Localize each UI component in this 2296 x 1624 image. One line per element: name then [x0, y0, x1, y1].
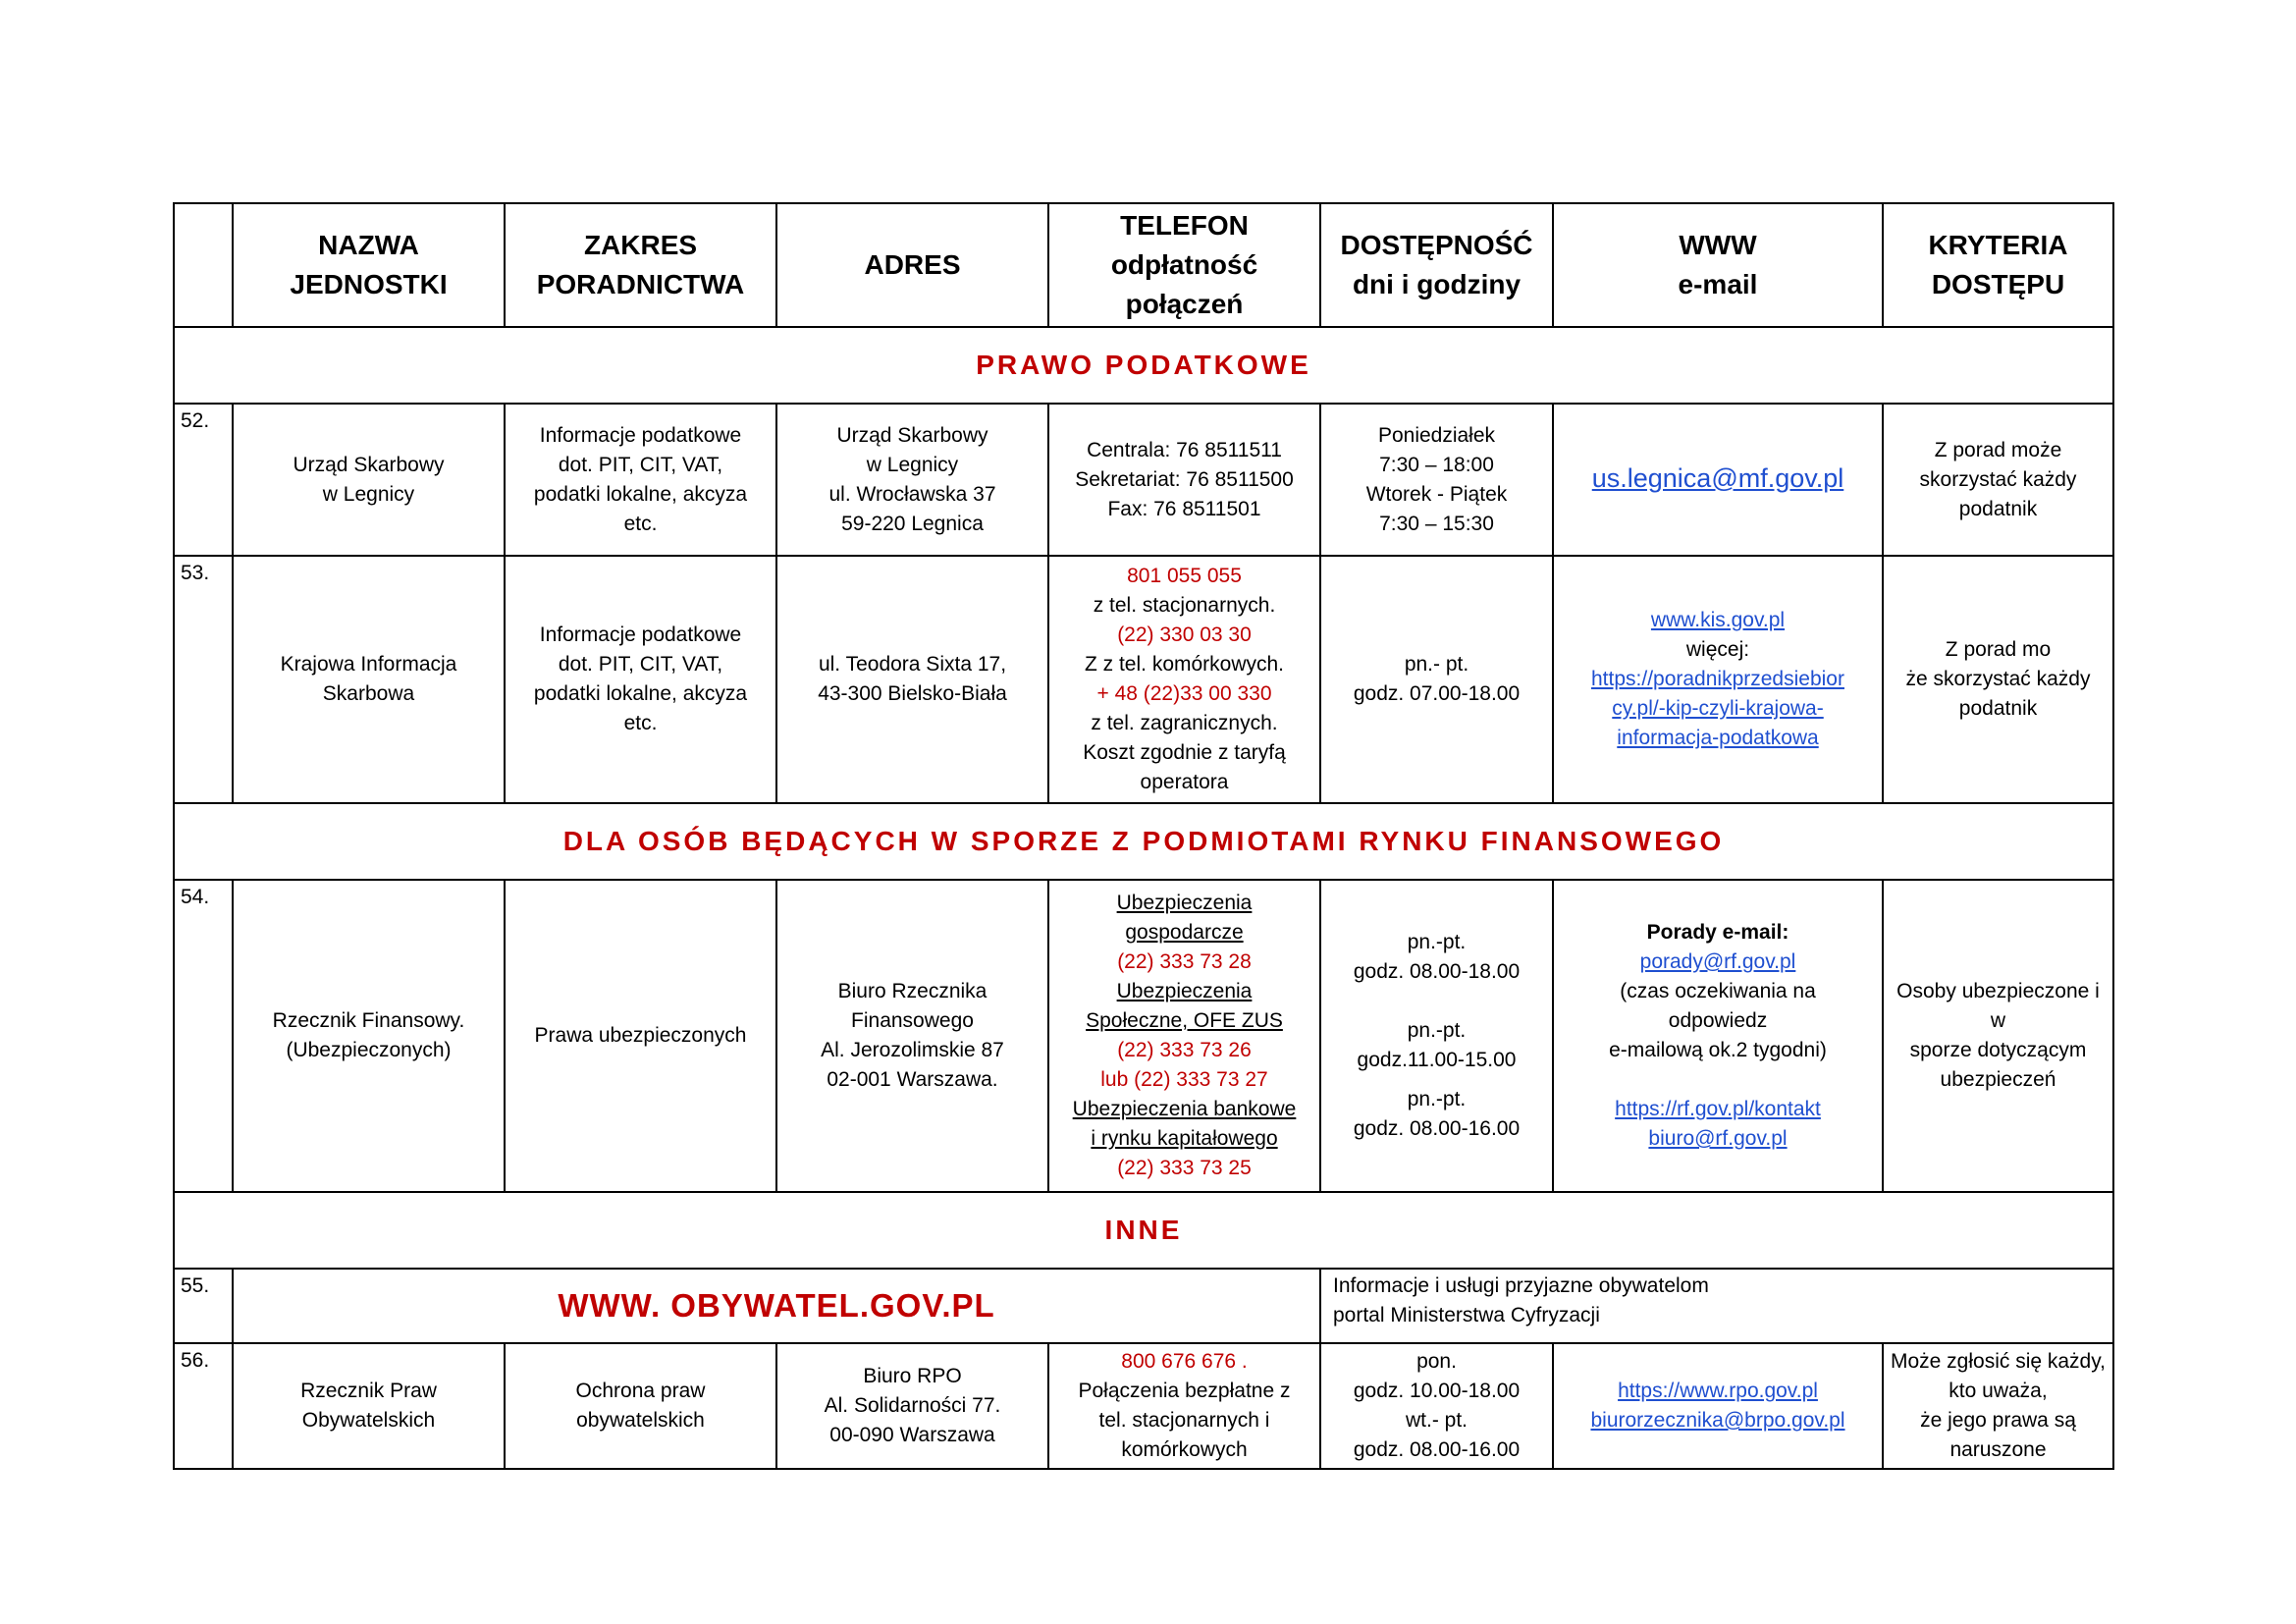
text-line: ubezpieczeń — [1940, 1068, 2056, 1091]
text-line: ul. Wrocławska 37 — [828, 482, 996, 506]
text-line: godz. 08.00-16.00 — [1353, 1438, 1521, 1461]
access-criteria — [1883, 1343, 2113, 1469]
section-title-other: INNE — [174, 1192, 2113, 1269]
row-number: 52. — [174, 404, 233, 556]
text-line: podatki lokalne, akcyza — [533, 482, 748, 506]
text-line: Poniedziałek — [1377, 423, 1496, 447]
document — [173, 202, 2114, 1470]
header-zakres-line: ZAKRES — [583, 230, 698, 260]
unit-name — [233, 404, 505, 556]
text-line: Porady e-mail: — [1646, 921, 1789, 944]
phone-number: (22) 333 73 28 — [1117, 950, 1252, 973]
text-line: Obywatelskich — [301, 1409, 436, 1432]
unit-name — [233, 1343, 505, 1469]
text-line: dot. PIT, CIT, VAT, — [558, 453, 723, 476]
row-number: 54. — [174, 880, 233, 1192]
text-line: (czas oczekiwania na — [1620, 980, 1816, 1002]
phone — [1048, 1343, 1320, 1469]
table-row — [174, 1343, 2113, 1469]
phone-number: (22) 333 73 26 — [1117, 1039, 1252, 1061]
website-link[interactable]: informacja-podatkowa — [1617, 727, 1819, 749]
text-line: sporze dotyczącym — [1909, 1039, 2087, 1061]
text-line: gospodarcze — [1125, 921, 1244, 944]
text-line: godz. 10.00-18.00 — [1353, 1380, 1521, 1402]
header-zakres — [505, 203, 776, 327]
text-line: Wtorek - Piątek — [1365, 482, 1508, 506]
phone-number: lub (22) 333 73 27 — [1100, 1068, 1268, 1091]
text-line: 7:30 – 15:30 — [1379, 512, 1494, 535]
header-row — [174, 203, 2113, 327]
text-line: 43-300 Bielsko-Biała — [818, 682, 1007, 705]
text-line: etc. — [623, 712, 658, 734]
email-link[interactable]: biuro@rf.gov.pl — [1648, 1127, 1788, 1150]
header-telefon-line: odpłatność — [1110, 249, 1258, 280]
section-row — [174, 327, 2113, 404]
obywatel-portal-link[interactable]: WWW. OBYWATEL.GOV.PL — [233, 1269, 1320, 1343]
text-line: dot. PIT, CIT, VAT, — [558, 653, 723, 676]
table-row — [174, 556, 2113, 803]
text-line: i rynku kapitałowego — [1091, 1127, 1278, 1150]
text-line: z tel. stacjonarnych. — [1093, 594, 1276, 617]
phone-number: (22) 330 03 30 — [1117, 623, 1252, 646]
text-line: tel. stacjonarnych i — [1098, 1409, 1270, 1432]
address — [776, 1343, 1048, 1469]
header-telefon-line: TELEFON — [1120, 210, 1249, 241]
email-link[interactable]: us.legnica@mf.gov.pl — [1591, 463, 1844, 493]
text-line: Z porad może — [1934, 438, 2062, 461]
text-line: Centrala: 76 8511511 — [1087, 438, 1282, 461]
header-num — [174, 203, 233, 327]
text-line: Koszt zgodnie z taryfą — [1083, 741, 1286, 764]
header-www-line: WWW — [1679, 230, 1757, 260]
header-kryteria — [1883, 203, 2113, 327]
availability — [1320, 556, 1553, 803]
row-number: 55. — [174, 1269, 233, 1343]
text-line: godz.11.00-15.00 — [1357, 1049, 1517, 1071]
text-line: w Legnicy — [322, 482, 415, 506]
address — [776, 880, 1048, 1192]
text-line: więcej: — [1685, 638, 1750, 661]
text-line: godz. 08.00-16.00 — [1353, 1117, 1521, 1140]
www-email — [1553, 556, 1883, 803]
text-line: Urząd Skarbowy — [293, 453, 445, 476]
table-row — [174, 880, 2113, 1192]
header-telefon — [1048, 203, 1320, 327]
advice-table — [173, 202, 2114, 1470]
address — [776, 556, 1048, 803]
access-criteria — [1883, 556, 2113, 803]
header-www — [1553, 203, 1883, 327]
advice-scope — [505, 1343, 776, 1469]
text-line: pn.-pt. — [1407, 1019, 1467, 1042]
text-line: pn.- pt. — [1404, 653, 1469, 676]
phone — [1048, 880, 1320, 1192]
text-line: Informacje podatkowe — [539, 623, 742, 646]
text-line: Informacje podatkowe — [539, 423, 742, 447]
text-line: godz. 08.00-18.00 — [1353, 960, 1521, 983]
text-line: Społeczne, OFE ZUS — [1086, 1009, 1283, 1032]
website-link[interactable]: https://rf.gov.pl/kontakt — [1615, 1098, 1821, 1120]
text-line: 59-220 Legnica — [841, 512, 984, 535]
text-line: godz. 07.00-18.00 — [1353, 682, 1521, 705]
text-line: Fax: 76 8511501 — [1107, 497, 1261, 520]
row-number: 53. — [174, 556, 233, 803]
text-line: Biuro RPO — [863, 1365, 962, 1387]
www-email — [1553, 404, 1883, 556]
header-kryteria-line: KRYTERIA — [1928, 230, 2068, 260]
text-line: podatki lokalne, akcyza — [533, 682, 748, 705]
header-dostepnosc-line: dni i godziny — [1352, 269, 1522, 299]
email-link[interactable]: porady@rf.gov.pl — [1639, 950, 1796, 973]
text-line: Ochrona praw — [575, 1380, 706, 1402]
text-line: Biuro Rzecznika — [837, 980, 988, 1002]
text-line: 02-001 Warszawa. — [827, 1068, 998, 1091]
advice-scope — [505, 404, 776, 556]
phone — [1048, 404, 1320, 556]
text-line: Sekretariat: 76 8511500 — [1075, 467, 1294, 491]
text-line: z tel. zagranicznych. — [1091, 712, 1278, 734]
header-adres: ADRES — [776, 203, 1048, 327]
text-line: operatora — [1140, 771, 1229, 793]
text-line: skorzystać każdy — [1919, 467, 2077, 491]
section-row — [174, 1192, 2113, 1269]
text-line: Urząd Skarbowy — [836, 423, 988, 447]
header-nazwa — [233, 203, 505, 327]
text-line: e-mailową ok.2 tygodni) — [1609, 1039, 1827, 1061]
text-line: pn.-pt. — [1407, 1088, 1467, 1110]
advice-scope — [505, 556, 776, 803]
text-line: komórkowych — [1121, 1438, 1248, 1461]
access-criteria — [1883, 880, 2113, 1192]
text-line: Z z tel. komórkowych. — [1084, 653, 1285, 676]
text-line: (Ubezpieczonych) — [286, 1039, 452, 1061]
text-line: obywatelskich — [576, 1409, 705, 1432]
website-link[interactable]: https://www.rpo.gov.pl — [1618, 1380, 1818, 1402]
text-line: Rzecznik Finansowy. — [272, 1009, 465, 1032]
header-nazwa-line: JEDNOSTKI — [290, 269, 448, 299]
portal-description — [1320, 1269, 2113, 1343]
phone-number: 801 055 055 — [1127, 565, 1242, 587]
header-kryteria-line: DOSTĘPU — [1931, 269, 2065, 299]
text-line: naruszone — [1949, 1438, 2047, 1461]
text-line: podatnik — [1958, 497, 2038, 520]
text-line: 7:30 – 18:00 — [1379, 453, 1494, 476]
text-line: że jego prawa są — [1920, 1409, 2076, 1432]
text-line: pon. — [1416, 1350, 1457, 1373]
header-dostepnosc-line: DOSTĘPNOŚĆ — [1340, 230, 1533, 260]
phone-number: + 48 (22)33 00 330 — [1096, 682, 1272, 705]
phone-number: (22) 333 73 25 — [1117, 1157, 1252, 1179]
header-www-line: e-mail — [1678, 269, 1758, 299]
website-link[interactable]: www.kis.gov.pl — [1650, 609, 1786, 631]
www-email — [1553, 880, 1883, 1192]
text-line: Informacje i usługi przyjazne obywatelom — [1333, 1274, 1709, 1297]
text-line: Ubezpieczenia bankowe — [1072, 1098, 1297, 1120]
row-number: 56. — [174, 1343, 233, 1469]
access-criteria — [1883, 404, 2113, 556]
www-email — [1553, 1343, 1883, 1469]
section-title-financial-disputes: DLA OSÓB BĘDĄCYCH W SPORZE Z PODMIOTAMI RYNKU FINANSOWEGO — [174, 803, 2113, 880]
text-line: Osoby ubezpieczone i w — [1896, 980, 2100, 1032]
text-line: kto uważa, — [1949, 1380, 2048, 1402]
address — [776, 404, 1048, 556]
text-line: Ubezpieczenia — [1116, 980, 1253, 1002]
text-line: 00-090 Warszawa — [829, 1424, 995, 1446]
text-line: pn.-pt. — [1407, 931, 1467, 953]
text-line: etc. — [623, 512, 658, 535]
table-row — [174, 404, 2113, 556]
text-line: ul. Teodora Sixta 17, — [818, 653, 1007, 676]
website-link[interactable]: https://poradnikprzedsiebior — [1591, 668, 1844, 690]
header-nazwa-line: NAZWA — [318, 230, 419, 260]
table-row — [174, 1269, 2113, 1343]
website-link[interactable]: cy.pl/-kip-czyli-krajowa- — [1612, 697, 1824, 720]
section-title-tax-law: PRAWO PODATKOWE — [174, 327, 2113, 404]
header-dostepnosc — [1320, 203, 1553, 327]
availability — [1320, 880, 1553, 1192]
unit-name — [233, 880, 505, 1192]
header-telefon-line: połączeń — [1125, 289, 1244, 319]
text-line: Z porad mo — [1945, 638, 2052, 661]
text-line: Al. Solidarności 77. — [824, 1394, 1001, 1417]
advice-scope: Prawa ubezpieczonych — [505, 880, 776, 1192]
text-line: w Legnicy — [866, 453, 959, 476]
text-line: Krajowa Informacja — [280, 653, 457, 676]
text-line: Może zgłosić się każdy, — [1890, 1350, 2107, 1373]
unit-name — [233, 556, 505, 803]
section-row — [174, 803, 2113, 880]
phone-number: 800 676 676 . — [1121, 1350, 1248, 1373]
text-line: Połączenia bezpłatne z — [1078, 1380, 1291, 1402]
text-line: odpowiedz — [1668, 1009, 1768, 1032]
text-line: Ubezpieczenia — [1116, 892, 1253, 914]
availability — [1320, 1343, 1553, 1469]
header-zakres-line: PORADNICTWA — [536, 269, 745, 299]
availability — [1320, 404, 1553, 556]
text-line: Al. Jerozolimskie 87 — [821, 1039, 1004, 1061]
text-line: portal Ministerstwa Cyfryzacji — [1333, 1304, 1600, 1326]
text-line: podatnik — [1958, 697, 2038, 720]
text-line: że skorzystać każdy — [1905, 668, 2091, 690]
email-link[interactable]: biurorzecznika@brpo.gov.pl — [1590, 1409, 1845, 1432]
text-line: wt.- pt. — [1405, 1409, 1468, 1432]
phone — [1048, 556, 1320, 803]
text-line: Rzecznik Praw — [300, 1380, 437, 1402]
text-line: Finansowego — [851, 1009, 974, 1032]
text-line: Skarbowa — [322, 682, 415, 705]
